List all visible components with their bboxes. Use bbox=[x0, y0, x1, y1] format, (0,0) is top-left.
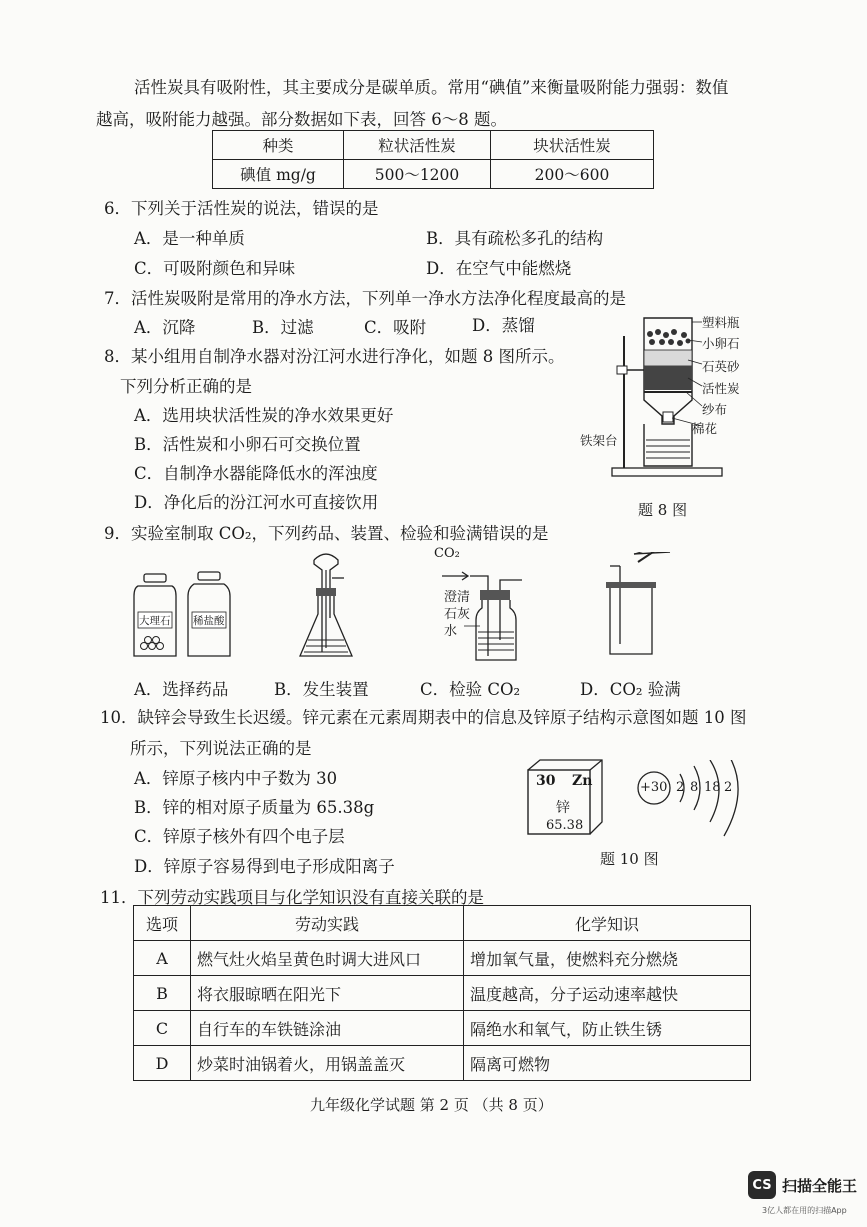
q6-option-b: B．具有疏松多孔的结构 bbox=[426, 229, 604, 248]
element-number: 30 bbox=[536, 773, 556, 789]
table1-cell: 200～600 bbox=[491, 160, 654, 189]
q11-cell: D bbox=[134, 1046, 191, 1081]
q10-option-b: B．锌的相对原子质量为 65.38g bbox=[134, 798, 375, 817]
q6-option-d: D．在空气中能燃烧 bbox=[426, 259, 572, 278]
q11-cell: 温度越高，分子运动速率越快 bbox=[464, 976, 751, 1011]
q11-header: 劳动实践 bbox=[191, 906, 464, 941]
co2-full-test-figure bbox=[598, 552, 674, 666]
q9-option-a: A．选择药品 bbox=[134, 680, 229, 699]
element-symbol: Zn bbox=[572, 773, 593, 789]
q7-stem: 7．活性炭吸附是常用的净水方法，下列单一净水方法净化程度最高的是 bbox=[104, 289, 626, 308]
table1-cell: 500～1200 bbox=[344, 160, 491, 189]
watermark-name: 扫描全能王 bbox=[782, 1177, 858, 1195]
q11-table bbox=[133, 905, 751, 1081]
nucleus-charge: +30 bbox=[640, 780, 668, 795]
q10-option-a: A．锌原子核内中子数为 30 bbox=[134, 769, 338, 788]
table1-header: 种类 bbox=[213, 131, 344, 160]
shell-1: 2 bbox=[676, 780, 685, 795]
q11-cell: 炒菜时油锅着火，用锅盖盖灭 bbox=[191, 1046, 464, 1081]
q11-cell: 隔离可燃物 bbox=[464, 1046, 751, 1081]
intro-line-1: 活性炭具有吸附性，其主要成分是碳单质。常用“碘值”来衡量吸附能力强弱：数值 bbox=[134, 78, 729, 97]
q8-option-a: A．选用块状活性炭的净水效果更好 bbox=[134, 406, 394, 425]
q11-header: 化学知识 bbox=[464, 906, 751, 941]
limewater-label-3: 水 bbox=[444, 624, 458, 639]
q11-cell: C bbox=[134, 1011, 191, 1046]
q11-cell: 隔绝水和氧气，防止铁生锈 bbox=[464, 1011, 751, 1046]
q11-cell: 增加氧气量，使燃料充分燃烧 bbox=[464, 941, 751, 976]
q11-cell: B bbox=[134, 976, 191, 1011]
shell-3: 18 bbox=[704, 780, 721, 795]
table-row bbox=[134, 976, 751, 1011]
q11-header: 选项 bbox=[134, 906, 191, 941]
q6-option-a: A．是一种单质 bbox=[134, 229, 245, 248]
q10-stem-1: 10．缺锌会导致生长迟缓。锌元素在元素周期表中的信息及锌原子结构示意图如题 10 图 bbox=[100, 708, 747, 727]
q11-cell: 自行车的车铁链涂油 bbox=[191, 1011, 464, 1046]
q8-stem-1: 8．某小组用自制净水器对汾江河水进行净化，如题 8 图所示。 bbox=[104, 347, 565, 366]
table1-header: 粒状活性炭 bbox=[344, 131, 491, 160]
co2-label: CO₂ bbox=[434, 546, 460, 561]
label-activated-carbon: 活性炭 bbox=[702, 381, 740, 396]
table-row bbox=[134, 1011, 751, 1046]
table1-cell: 碘值 mg/g bbox=[213, 160, 344, 189]
zinc-atom-structure-figure bbox=[636, 760, 746, 844]
element-name: 锌 bbox=[556, 800, 570, 816]
q9-option-c: C．检验 CO₂ bbox=[420, 680, 521, 699]
q10-stem-2: 所示，下列说法正确的是 bbox=[130, 739, 312, 758]
q7-option-d: D．蒸馏 bbox=[472, 316, 535, 335]
watermark-subtitle: 3亿人都在用的扫描App bbox=[762, 1206, 847, 1215]
q9-stem: 9．实验室制取 CO₂，下列药品、装置、检验和验满错误的是 bbox=[104, 524, 549, 543]
label-cotton: 棉花 bbox=[692, 421, 718, 436]
element-mass: 65.38 bbox=[546, 818, 584, 833]
figure-10-caption: 题 10 图 bbox=[600, 850, 659, 868]
label-pebbles: 小卵石 bbox=[702, 336, 740, 351]
q7-option-a: A．沉降 bbox=[134, 318, 196, 337]
limewater-label-2: 石灰 bbox=[444, 607, 471, 622]
bottle-hcl-label: 稀盐酸 bbox=[193, 615, 225, 627]
camscanner-logo-icon: CS bbox=[748, 1171, 776, 1199]
limewater-label-1: 澄清 bbox=[444, 590, 471, 605]
q10-option-d: D．锌原子容易得到电子形成阳离子 bbox=[134, 857, 395, 876]
table-row bbox=[134, 1046, 751, 1081]
q8-option-b: B．活性炭和小卵石可交换位置 bbox=[134, 435, 361, 454]
q11-cell: 将衣服晾晒在阳光下 bbox=[191, 976, 464, 1011]
q10-option-c: C．锌原子核外有四个电子层 bbox=[134, 827, 345, 846]
q11-stem: 11．下列劳动实践项目与化学知识没有直接关联的是 bbox=[100, 888, 484, 907]
q7-option-b: B．过滤 bbox=[252, 318, 314, 337]
q9-option-b: B．发生装置 bbox=[274, 680, 369, 699]
label-iron-stand: 铁架台 bbox=[580, 433, 618, 448]
label-quartz-sand: 石英砂 bbox=[702, 359, 740, 374]
q8-option-c: C．自制净水器能降低水的浑浊度 bbox=[134, 464, 378, 483]
table-row bbox=[134, 941, 751, 976]
q11-cell: 燃气灶火焰呈黄色时调大进风口 bbox=[191, 941, 464, 976]
q8-stem-2: 下列分析正确的是 bbox=[120, 377, 252, 396]
q6-option-c: C．可吸附颜色和异味 bbox=[134, 259, 296, 278]
figure-8-caption: 题 8 图 bbox=[638, 501, 688, 519]
label-gauze: 纱布 bbox=[702, 402, 728, 417]
generation-apparatus-figure bbox=[296, 548, 356, 666]
q11-cell: A bbox=[134, 941, 191, 976]
label-plastic-bottle: 塑料瓶 bbox=[702, 315, 740, 330]
page-footer: 九年级化学试题 第 2 页 （共 8 页） bbox=[310, 1096, 553, 1114]
q7-option-c: C．吸附 bbox=[364, 318, 427, 337]
table1-header: 块状活性炭 bbox=[491, 131, 654, 160]
bottle-marble-label: 大理石 bbox=[139, 615, 171, 627]
iodine-value-table bbox=[212, 130, 654, 189]
q8-option-d: D．净化后的汾江河水可直接饮用 bbox=[134, 493, 379, 512]
q9-option-d: D．CO₂ 验满 bbox=[580, 680, 681, 699]
shell-2: 8 bbox=[690, 780, 699, 795]
q6-stem: 6．下列关于活性炭的说法，错误的是 bbox=[104, 199, 379, 218]
shell-4: 2 bbox=[724, 780, 733, 795]
intro-line-2: 越高，吸附能力越强。部分数据如下表，回答 6～8 题。 bbox=[96, 110, 507, 129]
